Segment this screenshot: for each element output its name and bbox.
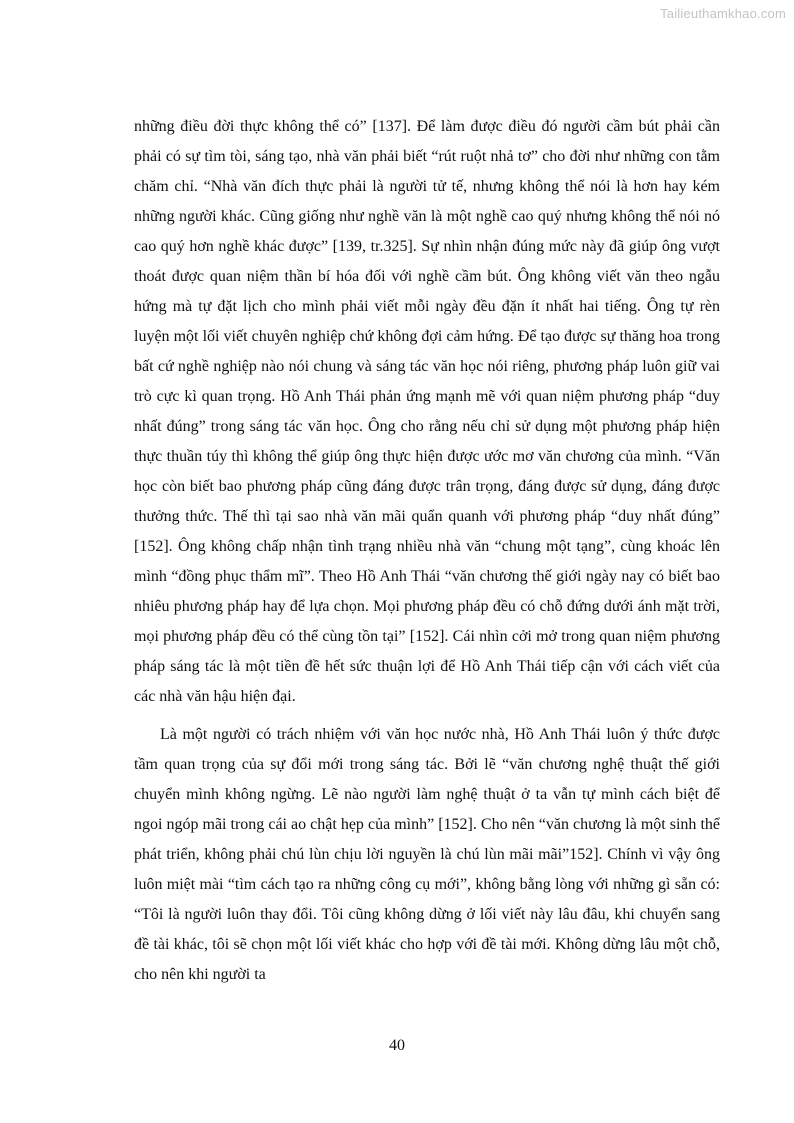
watermark: Tailieuthamkhao.com (660, 6, 786, 21)
paragraph: những điều đời thực không thể có” [137]. Để làm được điều đó người cầm bút phải cần phải có sự tìm tòi, sáng tạo, nhà văn phải biết “rút ruột nhả tơ” cho đời như những con tằm chăm chỉ. “Nhà văn đích thực phải là người tử tế, nhưng không thể nói là hơn hay kém những người khác. Cũng giống như nghề văn là một nghề cao quý nhưng không thể nói nó cao quý hơn nghề khác được” [139, tr.325]. Sự nhìn nhận đúng mức này đã giúp ông vượt thoát được quan niệm thần bí hóa đối với nghề cầm bút. Ông không viết văn theo ngẫu hứng mà tự đặt lịch cho mình phải viết mỗi ngày đều đặn ít nhất hai tiếng. Ông tự rèn luyện một lối viết chuyên nghiệp chứ không đợi cảm hứng. Để tạo được sự thăng hoa trong bất cứ nghề nghiệp nào nói chung và sáng tác văn học nói riêng, phương pháp luôn giữ vai trò cực kì quan trọng. Hồ Anh Thái phản ứng mạnh mẽ với quan niệm phương pháp “duy nhất đúng” trong sáng tác văn học. Ông cho rằng nếu chỉ sử dụng một phương pháp hiện thực thuần túy thì không thể giúp ông thực hiện được ước mơ văn chương của mình. “Văn học còn biết bao phương pháp cũng đáng được trân trọng, đáng được sử dụng, đáng được thưởng thức. Thế thì tại sao nhà văn mãi quẩn quanh với phương pháp “duy nhất đúng” [152]. Ông không chấp nhận tình trạng nhiều nhà văn “chung một tạng”, cùng khoác lên mình “đồng phục thẩm mĩ”. Theo Hồ Anh Thái “văn chương thế giới ngày nay có biết bao nhiêu phương pháp hay để lựa chọn. Mọi phương pháp đều có chỗ đứng dưới ánh mặt trời, mọi phương pháp đều có thể cùng tồn tại” [152]. Cái nhìn cởi mở trong quan niệm phương pháp sáng tác là một tiền đề hết sức thuận lợi để Hồ Anh Thái tiếp cận với cách viết của các nhà văn hậu hiện đại. (134, 118, 720, 705)
paragraph: Là một người có trách nhiệm với văn học nước nhà, Hồ Anh Thái luôn ý thức được tầm quan trọng của sự đổi mới trong sáng tác. Bởi lẽ “văn chương nghệ thuật thế giới chuyển mình không ngừng. Lẽ nào người làm nghệ thuật ở ta vẫn tự mình cách biệt để ngoi ngóp mãi trong cái ao chật hẹp của mình” [152]. Cho nên “văn chương là một sinh thể phát triển, không phải chú lùn chịu lời nguyền là chú lùn mãi mãi”152]. Chính vì vậy ông luôn miệt mài “tìm cách tạo ra những công cụ mới”, không bằng lòng với những gì sẵn có: “Tôi là người luôn thay đổi. Tôi cũng không dừng ở lối viết này lâu đâu, khi chuyển sang đề tài khác, tôi sẽ chọn một lối viết khác cho hợp với đề tài mới. Không dừng lâu một chỗ, cho nên khi người ta (134, 726, 720, 983)
document-body (134, 112, 720, 990)
page-number: 40 (389, 1037, 405, 1054)
